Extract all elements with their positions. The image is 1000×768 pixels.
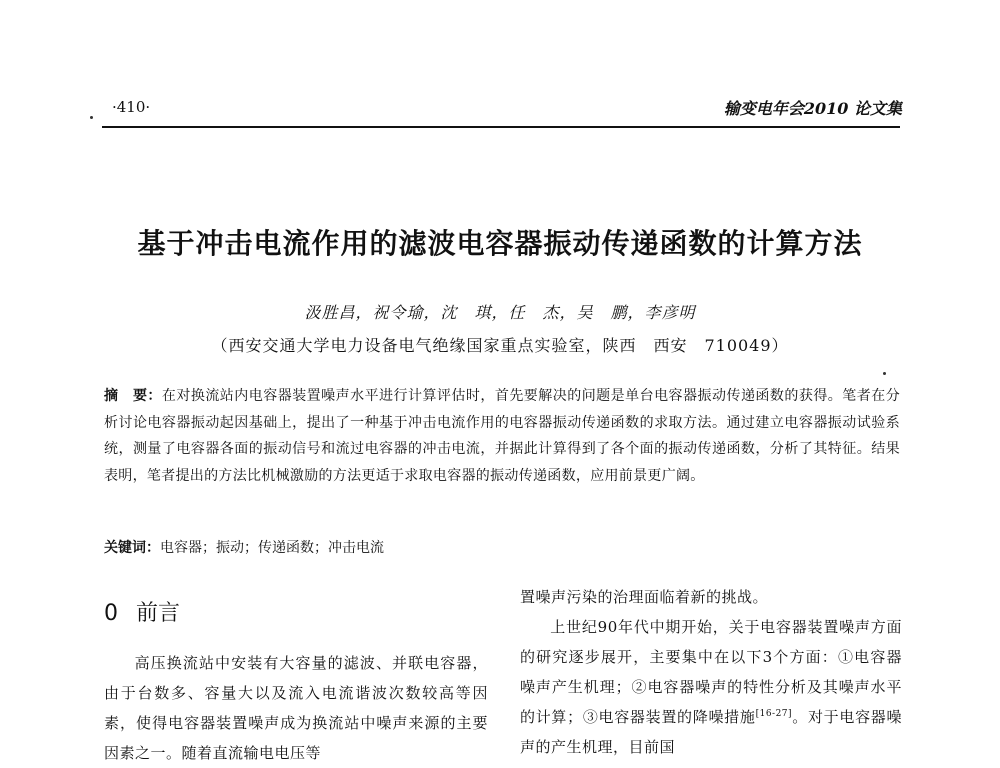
abstract-label: 摘 要：	[104, 388, 162, 404]
section-title: 前言	[136, 601, 181, 626]
citation-ref: [16-27]	[755, 709, 793, 719]
keywords-text: 电容器；振动；传递函数；冲击电流	[160, 540, 384, 556]
body-column-right	[520, 582, 902, 762]
paper-authors: 汲胜昌，祝令瑜，沈 琪，任 杰，吴 鹏，李彦明	[304, 303, 696, 322]
page-number: ·410·	[112, 98, 151, 116]
page-header	[102, 92, 902, 124]
keywords	[104, 537, 900, 557]
abstract	[104, 383, 900, 489]
abstract-text: 在对换流站内电容器装置噪声水平进行计算评估时，首先要解决的问题是单台电容器振动传递函数的获得。笔者在分析讨论电容器振动起因基础上，提出了一种基于冲击电流作用的电容器振动传递函数的求取方法。通过建立电容器振动试验系统，测量了电容器各面的振动信号和流过电容器的冲击电流，并据此计算得到了各个面的振动传递函数，分析了其特征。结果表明，笔者提出的方法比机械激励的方法更适于求取电容器的振动传递函数，应用前景更广阔。	[104, 388, 900, 484]
scan-dot	[883, 372, 886, 375]
section-number: 0	[104, 601, 118, 626]
header-rule	[102, 126, 900, 128]
scan-dot	[90, 116, 93, 119]
journal-name: 输变电年会2010 论文集	[723, 99, 902, 118]
paragraph-text: 上世纪90年代中期开始，关于电容器装置噪声方面的研究逐步展开，主要集中在以下3个方面：①电容器噪声产生机理；②电容器噪声的特性分析及其噪声水平的计算；③电容器装置的降噪措施	[520, 618, 902, 726]
paragraph-text: 高压换流站中安装有大容量的滤波、并联电容器，由于台数多、容量大以及流入电流谐波次数较高等因素，使得电容器装置噪声成为换流站中噪声来源的主要因素之一。随着直流输电电压等	[104, 654, 488, 762]
section-heading	[104, 596, 180, 627]
paragraph-text: 置噪声污染的治理面临着新的挑战。	[520, 588, 769, 606]
paragraph	[520, 612, 902, 762]
paper-title: 基于冲击电流作用的滤波电容器振动传递函数的计算方法	[137, 227, 863, 260]
body-column-left	[104, 648, 488, 768]
keywords-label: 关键词：	[104, 540, 160, 556]
paragraph-text: 。对于电容器噪声的产生机理，目前国	[520, 708, 902, 756]
paper-affiliation: （西安交通大学电力设备电气绝缘国家重点实验室，陕西 西安 710049）	[211, 336, 789, 355]
